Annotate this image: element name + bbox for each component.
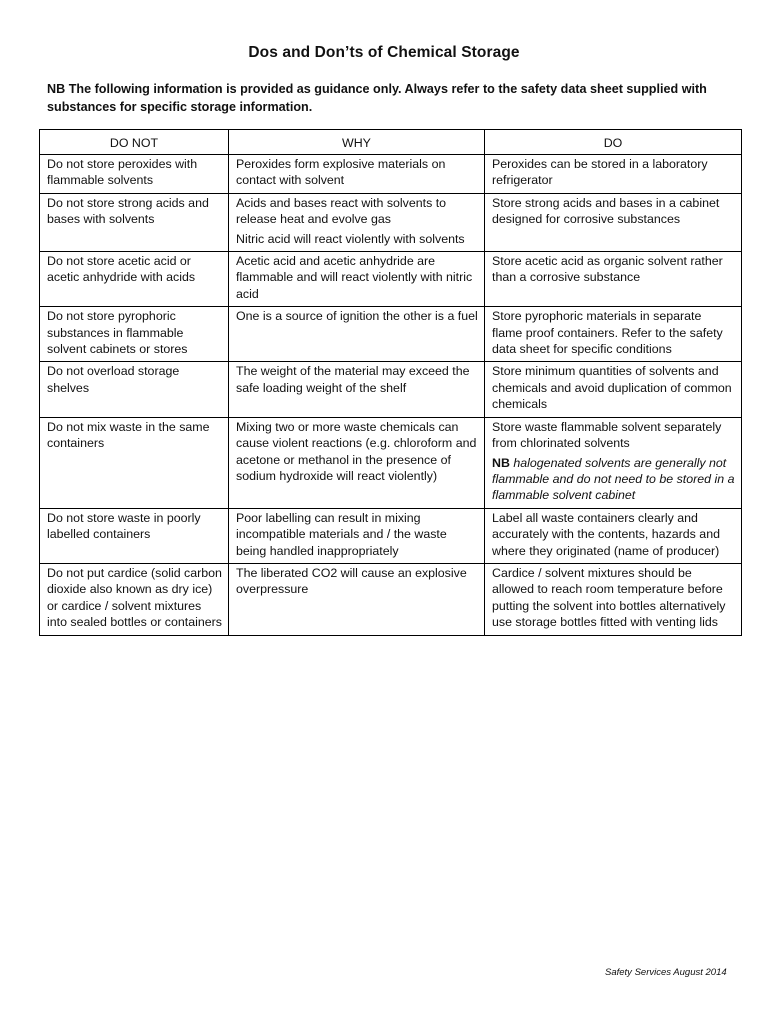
do-note-label: NB: [492, 455, 510, 470]
do-text: Peroxides can be stored in a laboratory refrigerator: [492, 157, 708, 188]
footer-credit: Safety Services August 2014: [605, 967, 727, 978]
table-row: [40, 155, 742, 194]
why-text: One is a source of ignition the other is a fuel: [236, 309, 478, 324]
do-text: Cardice / solvent mixtures should be allowed to reach room temperature before putting the solvent into bottles alternatively use storage bottles fitted with venting lids: [492, 565, 726, 630]
table-row: [40, 563, 742, 635]
chemical-storage-table: [39, 129, 742, 636]
do-text: Store minimum quantities of solvents and chemicals and avoid duplication of common chemicals: [492, 364, 732, 412]
do-text: Store pyrophoric materials in separate flame proof containers. Refer to the safety data sheet for specific conditions: [492, 309, 723, 357]
do-cell: [485, 563, 742, 635]
do-text: Store acetic acid as organic solvent rather than a corrosive substance: [492, 254, 723, 285]
table-row: [40, 362, 742, 417]
do-cell: [485, 193, 742, 251]
table-row: [40, 193, 742, 251]
do-not-cell: [40, 252, 229, 307]
why-text: Poor labelling can result in mixing incompatible materials and / the waste being handled inappropriately: [236, 510, 447, 558]
do-cell: [485, 508, 742, 563]
do-not-text: Do not store strong acids and bases with solvents: [47, 195, 209, 227]
header-do-not: DO NOT: [40, 130, 229, 155]
do-not-text: Do not store waste in poorly labelled containers: [47, 510, 201, 542]
do-note: [492, 455, 735, 504]
why-cell: [229, 252, 485, 307]
do-cell: [485, 252, 742, 307]
why-text: Nitric acid will react violently with solvents: [236, 231, 465, 246]
why-cell: [229, 155, 485, 194]
why-text: The weight of the material may exceed the safe loading weight of the shelf: [236, 364, 470, 395]
do-not-cell: [40, 362, 229, 417]
do-text: Store waste flammable solvent separately from chlorinated solvents: [492, 419, 722, 451]
why-text: Peroxides form explosive materials on contact with solvent: [236, 157, 446, 188]
do-text: Label all waste containers clearly and accurately with the contents, hazards and where they originated (name of producer): [492, 510, 720, 558]
why-cell: [229, 563, 485, 635]
why-text: Mixing two or more waste chemicals can cause violent reactions (e.g. chloroform and acetone or methanol in the presence of sodium hydroxide will react violently): [236, 419, 477, 483]
page-title: Dos and Don’ts of Chemical Storage: [248, 44, 520, 61]
do-not-text: Do not store peroxides with flammable solvents: [47, 157, 198, 188]
guidance-note: NB The following information is provided as guidance only. Always refer to the safety data sheet supplied with substances for specific storage information.: [47, 82, 707, 114]
table-row: [40, 417, 742, 508]
do-not-text: Do not store pyrophoric substances in flammable solvent cabinets or stores: [47, 309, 188, 357]
do-cell: [485, 362, 742, 417]
do-not-text: Do not store acetic acid or acetic anhydride with acids: [47, 254, 196, 285]
why-text: The liberated CO2 will cause an explosive overpressure: [236, 565, 467, 597]
table-header-row: [40, 130, 742, 155]
why-text: Acids and bases react with solvents to release heat and evolve gas: [236, 195, 447, 227]
table-row: [40, 307, 742, 362]
do-not-cell: [40, 193, 229, 251]
table-row: [40, 508, 742, 563]
do-not-cell: [40, 563, 229, 635]
why-text: Acetic acid and acetic anhydride are flammable and will react violently with nitric acid: [236, 254, 473, 301]
header-do: DO: [485, 130, 742, 155]
do-text: Store strong acids and bases in a cabinet designed for corrosive substances: [492, 195, 720, 227]
why-cell: [229, 417, 485, 508]
do-not-text: Do not mix waste in the same containers: [47, 419, 210, 451]
do-not-text: Do not put cardice (solid carbon dioxide also known as dry ice) or cardice / solvent mixtures into sealed bottles or containers: [47, 565, 222, 630]
why-cell: [229, 193, 485, 251]
do-not-cell: [40, 417, 229, 508]
why-cell: [229, 508, 485, 563]
header-why: WHY: [229, 130, 485, 155]
do-note-text: halogenated solvents are generally not flammable and do not need to be stored in a flammable solvent cabinet: [492, 455, 735, 503]
do-not-cell: [40, 508, 229, 563]
do-not-text: Do not overload storage shelves: [47, 364, 180, 395]
do-cell: [485, 417, 742, 508]
do-cell: [485, 307, 742, 362]
why-cell: [229, 362, 485, 417]
do-not-cell: [40, 155, 229, 194]
do-not-cell: [40, 307, 229, 362]
why-cell: [229, 307, 485, 362]
do-cell: [485, 155, 742, 194]
table-row: [40, 252, 742, 307]
